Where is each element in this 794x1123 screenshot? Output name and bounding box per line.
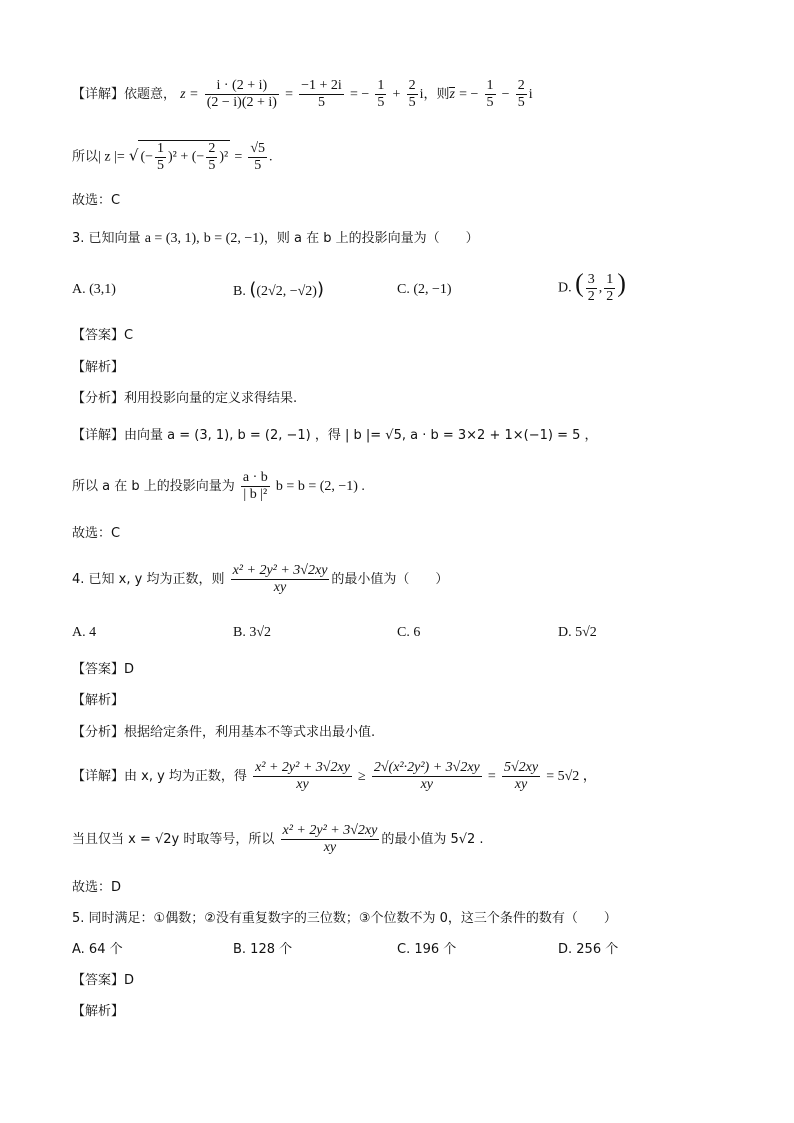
q4-option-d: D. 5√2 <box>558 625 597 640</box>
q4-f3-num: 5√2xy <box>503 760 539 775</box>
q5-option-c: C. 196 个 <box>397 942 457 957</box>
q3-option-b-value: (2√2, −√2) <box>256 284 317 299</box>
q3-stem <box>72 230 479 248</box>
q4-detail-frac2 <box>372 760 482 793</box>
fraction-1 <box>205 78 279 111</box>
q3-vector-a: a = (3, 1), <box>144 231 200 246</box>
q3-proj-num: a · b <box>242 470 268 485</box>
eq-minus-2: = − <box>459 87 479 102</box>
q4-detail-label: 【详解】 <box>72 769 125 784</box>
q3-stem-rest: ，则 a 在 b 上的投影向量为（ ） <box>263 231 479 246</box>
q3-d-frac2-den: 2 <box>606 289 614 304</box>
q4-answer: 【答案】D <box>72 662 135 677</box>
q4-f1-num: x² + 2y² + 3√2xy <box>255 760 350 775</box>
imag-unit-2: i <box>528 87 533 102</box>
z-equals: z = <box>180 87 199 102</box>
sqrt-expression <box>138 140 230 174</box>
period: . <box>269 149 273 165</box>
q3-detail-label: 【详解】 <box>72 428 125 443</box>
result-fraction <box>248 141 267 174</box>
q4-stem <box>72 563 448 596</box>
q3-answer: 【答案】C <box>72 328 134 343</box>
plus-sign: + <box>392 87 401 102</box>
q4-stem-rest: 的最小值为（ ） <box>331 572 449 587</box>
imag-unit: i <box>419 87 424 102</box>
q4-eq-den: xy <box>323 840 337 855</box>
q4-detail-frac1 <box>253 760 352 793</box>
frac5-den: 5 <box>486 95 494 110</box>
q5-option-d: D. 256 个 <box>558 942 619 957</box>
sq-frac1-num: 1 <box>157 141 164 156</box>
fraction-2 <box>299 78 344 111</box>
q3-detail <box>72 427 598 445</box>
frac4-num: 2 <box>408 78 416 93</box>
q3-option-a: A. (3,1) <box>72 282 116 297</box>
q4-tail: = 5√2 ， <box>546 769 597 784</box>
result-den: 5 <box>254 157 262 173</box>
frac5-num: 1 <box>486 78 494 93</box>
q4-equality-rest: 的最小值为 5√2 . <box>381 832 484 847</box>
q4-analysis-header: 【解析】 <box>72 693 125 708</box>
q4-eq: = <box>487 769 496 784</box>
fraction-6 <box>516 78 527 111</box>
frac6-num: 2 <box>517 78 525 93</box>
frac3-den: 5 <box>377 95 385 110</box>
q4-f1-den: xy <box>296 777 309 792</box>
equals: = <box>234 149 243 165</box>
frac1-den: (2 − i)(2 + i) <box>206 95 277 110</box>
z-conjugate: z <box>449 87 455 102</box>
q3-option-d: D. ( $\frac{3}{2}$ , $\frac{1}{2}$ ) <box>558 268 626 304</box>
q3-d-frac1-den: 2 <box>587 289 595 304</box>
q3-d-frac2-num: 1 <box>606 272 614 287</box>
frac4-den: 5 <box>408 95 416 110</box>
q3-vector-b: b = (2, −1) <box>203 231 264 246</box>
sqrt-part-2: )² + (− <box>168 149 205 165</box>
frac3-num: 1 <box>377 78 385 93</box>
so-text: 所以 <box>72 149 99 165</box>
sqrt-part-1: (− <box>140 149 153 165</box>
q5-analysis-header: 【解析】 <box>72 1004 125 1019</box>
q3-option-b-label: B. <box>233 284 246 299</box>
q3-analysis-header: 【解析】 <box>72 360 125 375</box>
fraction-5 <box>485 78 496 111</box>
q4-f3-den: xy <box>514 777 528 792</box>
q3-projection-result: b = b = (2, −1) . <box>275 479 365 494</box>
q3-choose: 故选：C <box>72 526 121 541</box>
q3-detail-text: 由向量 a = (3, 1), b = (2, −1) ，得 | b |= √5, a · b = 3×2 + 1×(−1) = 5 ， <box>124 428 598 443</box>
q4-eq-num: x² + 2y² + 3√2xy <box>282 823 378 838</box>
q5-answer: 【答案】D <box>72 973 135 988</box>
fraction-3 <box>375 78 386 111</box>
sqrt-part-3: )² <box>219 149 229 165</box>
q5-stem: 5. 同时满足：①偶数；②没有重复数字的三位数；③个位数不为 0，这三个条件的数有（ ） <box>72 911 617 926</box>
q4-option-a: A. 4 <box>72 625 97 640</box>
choose-c-1: 故选：C <box>72 193 121 208</box>
sq-frac2-num: 2 <box>208 141 216 156</box>
q3-option-d-label: D. <box>558 280 572 296</box>
q5-option-b: B. 128 个 <box>233 942 293 957</box>
q3-option-b: B. ((2√2, −√2)) <box>233 279 324 300</box>
sq-frac2-den: 5 <box>208 158 216 173</box>
modulus-line: 所以| z |= √ (− $\frac{1}{5}$ )² + (− $\frac{2}{5}$ )² = $\frac{√5}{5}$ . <box>72 140 273 173</box>
q4-ge: ≥ <box>358 769 366 784</box>
q4-stem-den: xy <box>273 580 287 595</box>
q4-choose: 故选：D <box>72 880 122 895</box>
q4-equality-line <box>72 823 484 856</box>
frac6-den: 5 <box>517 95 525 110</box>
sq-frac1-den: 5 <box>157 158 164 173</box>
abs-z: | z |= <box>98 149 125 165</box>
q3-stem-text: 3. 已知向量 <box>72 231 141 246</box>
q3-projection-line <box>72 470 365 503</box>
q3-proj-den: | b |² <box>243 487 268 502</box>
q4-equality-fraction <box>281 823 380 856</box>
q3-d-frac1-num: 3 <box>587 272 595 287</box>
q4-stem-text: 4. 已知 x, y 均为正数，则 <box>72 572 225 587</box>
q3-projection-text: 所以 a 在 b 上的投影向量为 <box>72 479 235 494</box>
q4-detail-text: 由 x, y 均为正数，得 <box>124 769 247 784</box>
result-num: √5 <box>250 140 266 156</box>
frac2-num: −1 + 2i <box>301 78 342 93</box>
q4-detail <box>72 760 597 793</box>
frac1-num: i · (2 + i) <box>205 78 279 95</box>
q4-f2-den: xy <box>420 777 434 792</box>
frac2-den: 5 <box>317 95 325 110</box>
minus-sign: − <box>501 87 510 102</box>
eq-minus: = − <box>349 87 370 102</box>
then-text: ，则 <box>423 87 450 102</box>
q4-stem-fraction <box>231 563 330 596</box>
q4-fenxi: 【分析】根据给定条件，利用基本不等式求出最小值. <box>72 725 376 740</box>
q3-projection-fraction <box>241 470 270 503</box>
q4-stem-num: x² + 2y² + 3√2xy <box>232 563 328 578</box>
q4-detail-frac3 <box>502 760 540 793</box>
q5-option-a: A. 64 个 <box>72 942 123 957</box>
detail-text: 依题意， <box>124 87 177 102</box>
q4-option-b: B. 3√2 <box>233 625 272 640</box>
fraction-4 <box>407 78 418 111</box>
detail-label: 【详解】 <box>72 87 125 102</box>
q4-option-c: C. 6 <box>397 625 421 640</box>
q4-f2-num: 2√(x²·2y²) + 3√2xy <box>373 760 480 775</box>
q3-option-c: C. (2, −1) <box>397 282 452 297</box>
detail-line-complex: 【详解】依题意， z = $\frac{i \cdot (2 + i)}{(2 - i)(2 + i)}$ = $\frac{-1 + 2i}{5}$ = − $\frac{1}{5}$ + $\frac{2}{5}$ i，则z = − $\frac{1}{5}$ − $\frac{2}{5}$ i <box>72 78 533 110</box>
q4-equality-text: 当且仅当 x = √2y 时取等号，所以 <box>72 832 275 847</box>
q3-fenxi: 【分析】利用投影向量的定义求得结果. <box>72 391 298 406</box>
